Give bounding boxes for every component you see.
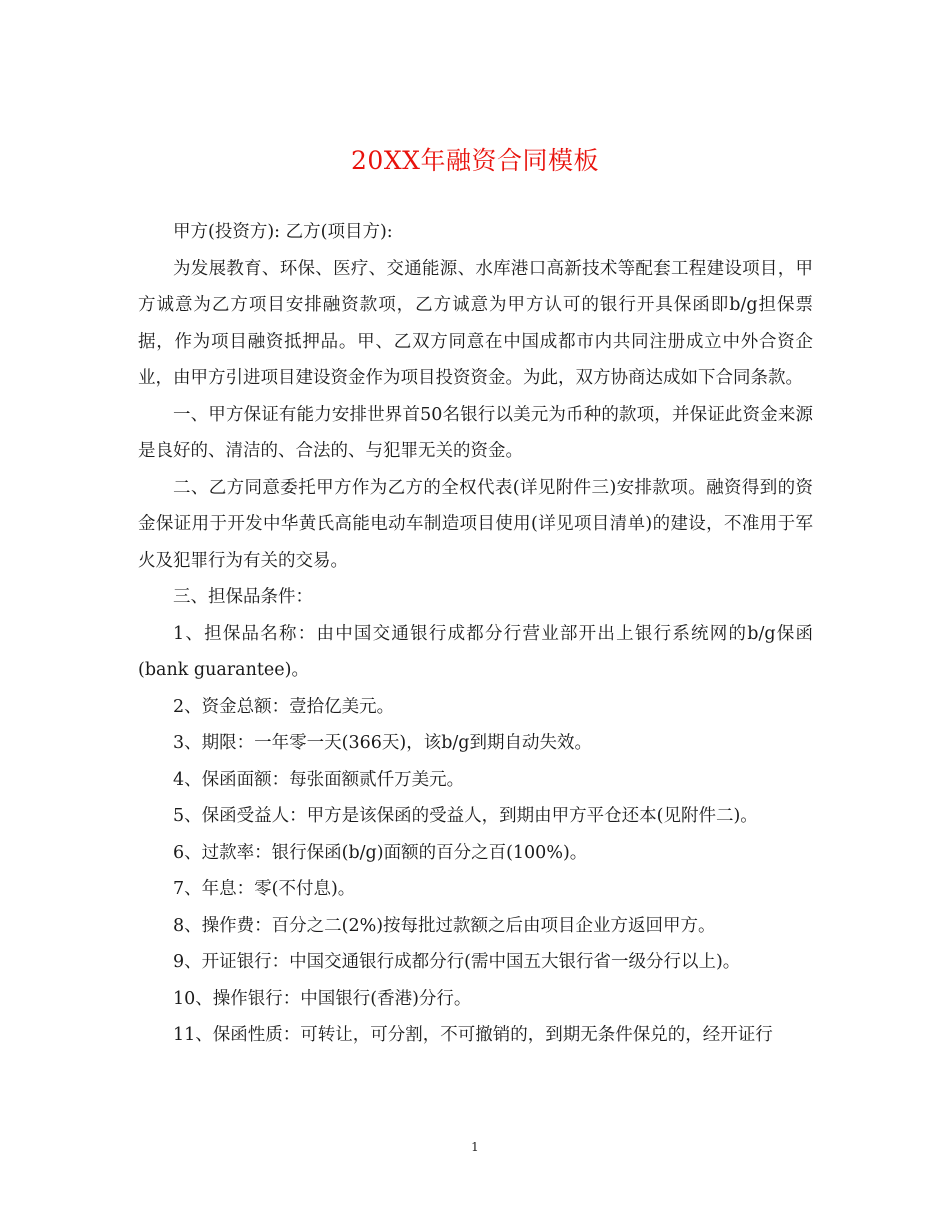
list-item-transfer-rate: 6、过款率：银行保函(b/g)面额的百分之百(100%)。 bbox=[173, 842, 588, 863]
list-item-total-amount: 2、资金总额：壹拾亿美元。 bbox=[173, 696, 395, 717]
list-item-collateral-name: 1、担保品名称：由中国交通银行成都分行营业部开出上银行系统网的b/g保函(bank guarantee)。 bbox=[138, 623, 813, 680]
paragraph-clause-1: 一、甲方保证有能力安排世界首50名银行以美元为币种的款项，并保证此资金来源是良好的、清洁的、合法的、与犯罪无关的资金。 bbox=[138, 404, 813, 461]
list-item-term: 3、期限：一年零一天(366天)，该b/g到期自动失效。 bbox=[173, 733, 592, 753]
list-item-beneficiary: 5、保函受益人：甲方是该保函的受益人，到期由甲方平仓还本(见附件二)。 bbox=[173, 806, 758, 826]
list-item-issuing-bank: 9、开证银行：中国交通银行成都分行(需中国五大银行省一级分行以上)。 bbox=[173, 952, 741, 972]
list-item-operating-bank: 10、操作银行：中国银行(香港)分行。 bbox=[173, 988, 472, 1009]
list-item-face-value: 4、保函面额：每张面额贰仟万美元。 bbox=[173, 769, 465, 790]
paragraph-parties: 甲方(投资方): 乙方(项目方): bbox=[173, 222, 393, 242]
document-body bbox=[138, 214, 813, 1054]
list-item-operation-fee: 8、操作费：百分之二(2%)按每批过款额之后由项目企业方返回甲方。 bbox=[173, 915, 716, 936]
paragraph-preamble: 为发展教育、环保、医疗、交通能源、水库港口高新技术等配套工程建设项目，甲方诚意为乙方项目安排融资款项，乙方诚意为甲方认可的银行开具保函即b/g担保票据，作为项目融资抵押品。甲、乙双方同意在中国成都市内共同注册成立中外合资企业，由甲方引进项目建设资金作为项目投资资金。为此，双方协商达成如下合同条款。 bbox=[138, 258, 813, 388]
paragraph-clause-2: 二、乙方同意委托甲方作为乙方的全权代表(详见附件三)安排款项。融资得到的资金保证用于开发中华黄氏高能电动车制造项目使用(详见项目清单)的建设，不准用于军火及犯罪行为有关的交易。 bbox=[138, 477, 813, 571]
paragraph-clause-3-heading: 三、担保品条件： bbox=[173, 587, 313, 607]
page-number: 1 bbox=[471, 1140, 479, 1154]
list-item-annual-interest: 7、年息：零(不付息)。 bbox=[173, 879, 356, 899]
list-item-guarantee-nature: 11、保函性质：可转让，可分割，不可撤销的，到期无条件保兑的，经开证行 bbox=[173, 1025, 773, 1045]
document-title: 20XX年融资合同模板 bbox=[351, 146, 599, 175]
